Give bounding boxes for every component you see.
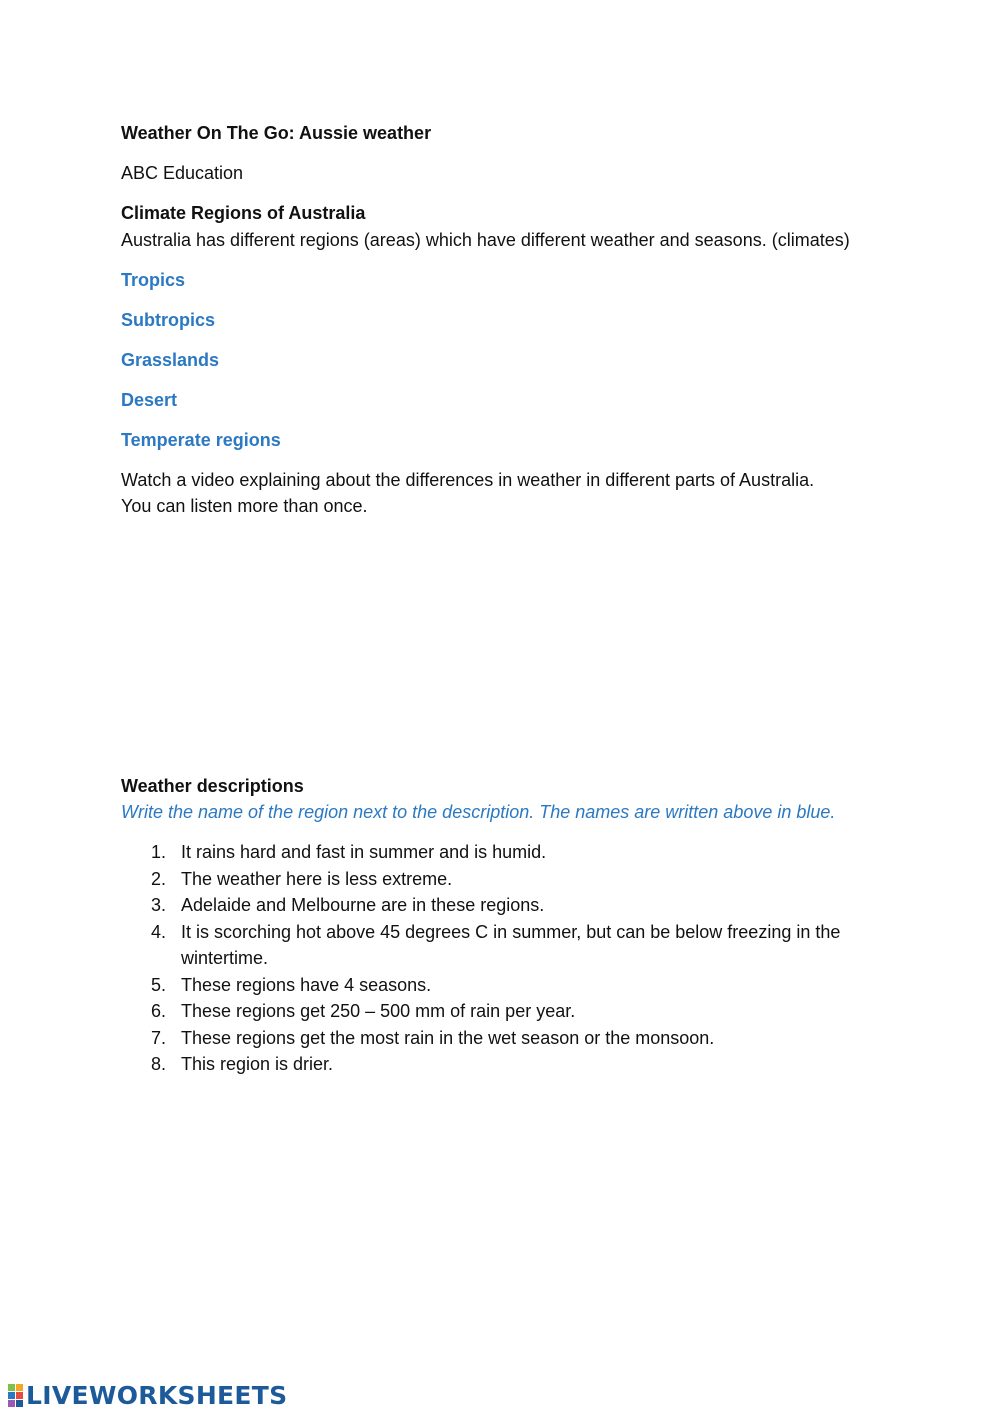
video-note: You can listen more than once. bbox=[121, 496, 368, 516]
list-item-number: 2. bbox=[151, 868, 167, 889]
region-grasslands: Grasslands bbox=[121, 350, 220, 370]
list-item-number: 7. bbox=[151, 1027, 167, 1048]
list-item-text: These regions get 250 – 500 mm of rain per year. bbox=[181, 1001, 576, 1021]
source-label: ABC Education bbox=[121, 163, 244, 183]
list-item-text: The weather here is less extreme. bbox=[181, 868, 453, 889]
liveworksheets-logo[interactable] bbox=[8, 1378, 287, 1412]
logo-block bbox=[8, 1392, 15, 1399]
list-item-number: 3. bbox=[151, 895, 167, 915]
logo-blocks-icon bbox=[8, 1384, 23, 1407]
list-item-text: It is scorching hot above 45 degrees C in summer, but can be below freezing in the wintertime. bbox=[181, 921, 841, 968]
list-item-number: 6. bbox=[151, 1001, 167, 1021]
logo-block bbox=[8, 1400, 15, 1407]
list-item-number: 8. bbox=[151, 1054, 167, 1074]
descriptions-instruction: Write the name of the region next to the description. The names are written above in blue. bbox=[121, 802, 836, 822]
logo-block bbox=[16, 1384, 23, 1391]
list-item-number: 1. bbox=[151, 842, 167, 862]
list-item bbox=[121, 866, 861, 893]
region-temperate: Temperate regions bbox=[121, 430, 281, 450]
climate-intro: Australia has different regions (areas) which have different weather and seasons. (climates) bbox=[121, 230, 850, 250]
list-item bbox=[121, 892, 861, 919]
worksheet-title: Weather On The Go: Aussie weather bbox=[121, 123, 432, 143]
logo-block bbox=[8, 1384, 15, 1391]
list-item-text: These regions get the most rain in the wet season or the monsoon. bbox=[181, 1027, 715, 1048]
list-item-number: 4. bbox=[151, 921, 167, 942]
list-item bbox=[121, 1025, 861, 1052]
list-item-text: These regions have 4 seasons. bbox=[181, 974, 432, 995]
logo-block bbox=[16, 1392, 23, 1399]
logo-block bbox=[16, 1400, 23, 1407]
list-item bbox=[121, 998, 861, 1025]
region-desert: Desert bbox=[121, 390, 178, 410]
region-subtropics: Subtropics bbox=[121, 310, 216, 330]
list-item bbox=[121, 1051, 861, 1078]
logo-text: LIVEWORKSHEETS bbox=[26, 1380, 288, 1410]
list-item-number: 5. bbox=[151, 974, 167, 995]
list-item bbox=[121, 919, 861, 972]
description-list bbox=[121, 839, 861, 1078]
list-item-text: This region is drier. bbox=[181, 1054, 334, 1074]
list-item bbox=[121, 972, 861, 999]
list-item-text: Adelaide and Melbourne are in these regions. bbox=[181, 895, 545, 915]
descriptions-heading: Weather descriptions bbox=[121, 776, 304, 796]
list-item-text: It rains hard and fast in summer and is humid. bbox=[181, 842, 547, 862]
video-instruction: Watch a video explaining about the differences in weather in different parts of Australia. bbox=[121, 470, 815, 490]
list-item bbox=[121, 839, 861, 866]
climate-heading: Climate Regions of Australia bbox=[121, 203, 366, 223]
region-tropics: Tropics bbox=[121, 270, 186, 290]
